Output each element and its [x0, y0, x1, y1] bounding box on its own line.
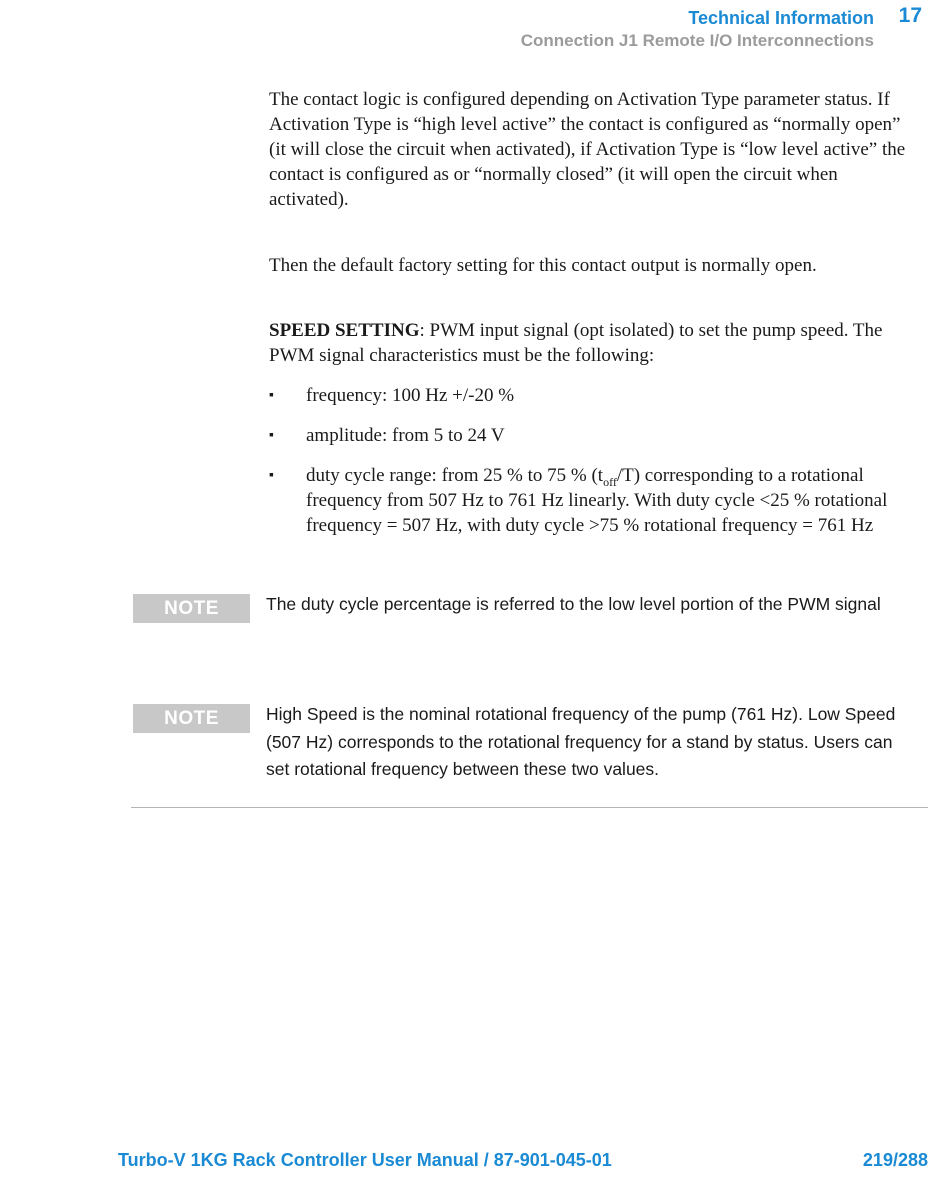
list-item-text [306, 463, 918, 538]
subsection-title: Connection J1 Remote I/O Interconnections [520, 31, 874, 50]
paragraph-contact-logic: The contact logic is configured depending on Activation Type parameter status. If Activation Type is “high level active” the contact is configured as “normally open” (it will close the circuit when activated), if Activation Type is “low level active” the contact is configured as or “normally closed” (it will open the circuit when activated). [269, 89, 906, 210]
chapter-number: 17 [898, 4, 922, 27]
section-title: Technical Information [688, 8, 874, 28]
bullet-icon: ▪ [269, 428, 274, 443]
off-subscript: off [603, 474, 617, 489]
note-text: High Speed is the nominal rotational frequency of the pump (761 Hz). Low Speed (507 Hz) corresponds to the rotational frequency for a stand by status. Users can set rotational frequency between these two values. [266, 704, 896, 779]
page-number: 219/288 [862, 1150, 928, 1170]
bullet-icon: ▪ [269, 468, 274, 483]
note-badge: NOTE [133, 594, 250, 623]
note-text: The duty cycle percentage is referred to the low level portion of the PWM signal [266, 594, 881, 614]
paragraph-speed-setting [269, 318, 921, 368]
list-item-text: frequency: 100 Hz +/-20 % [306, 385, 515, 406]
section-divider [131, 807, 928, 808]
bullet-icon: ▪ [269, 388, 274, 403]
note-badge: NOTE [133, 704, 250, 733]
duty-cycle-text-end: /T) corresponding to a rotational frequency from 507 Hz to 761 Hz linearly. With duty cycle <25 % rotational frequency = 507 Hz, with duty cycle >75 % rotational frequency = 761 Hz [306, 465, 888, 536]
duty-cycle-text-start: duty cycle range: from 25 % to 75 % (t [306, 465, 604, 486]
manual-title: Turbo-V 1KG Rack Controller User Manual / 87-901-045-01 [118, 1150, 612, 1170]
paragraph-default-setting: Then the default factory setting for this contact output is normally open. [269, 255, 817, 276]
list-item-text: amplitude: from 5 to 24 V [306, 425, 505, 446]
speed-setting-text: : PWM input signal (opt isolated) to set the pump speed. The PWM signal characteristics must be the following: [269, 320, 883, 366]
speed-setting-heading: SPEED SETTING [269, 320, 420, 341]
